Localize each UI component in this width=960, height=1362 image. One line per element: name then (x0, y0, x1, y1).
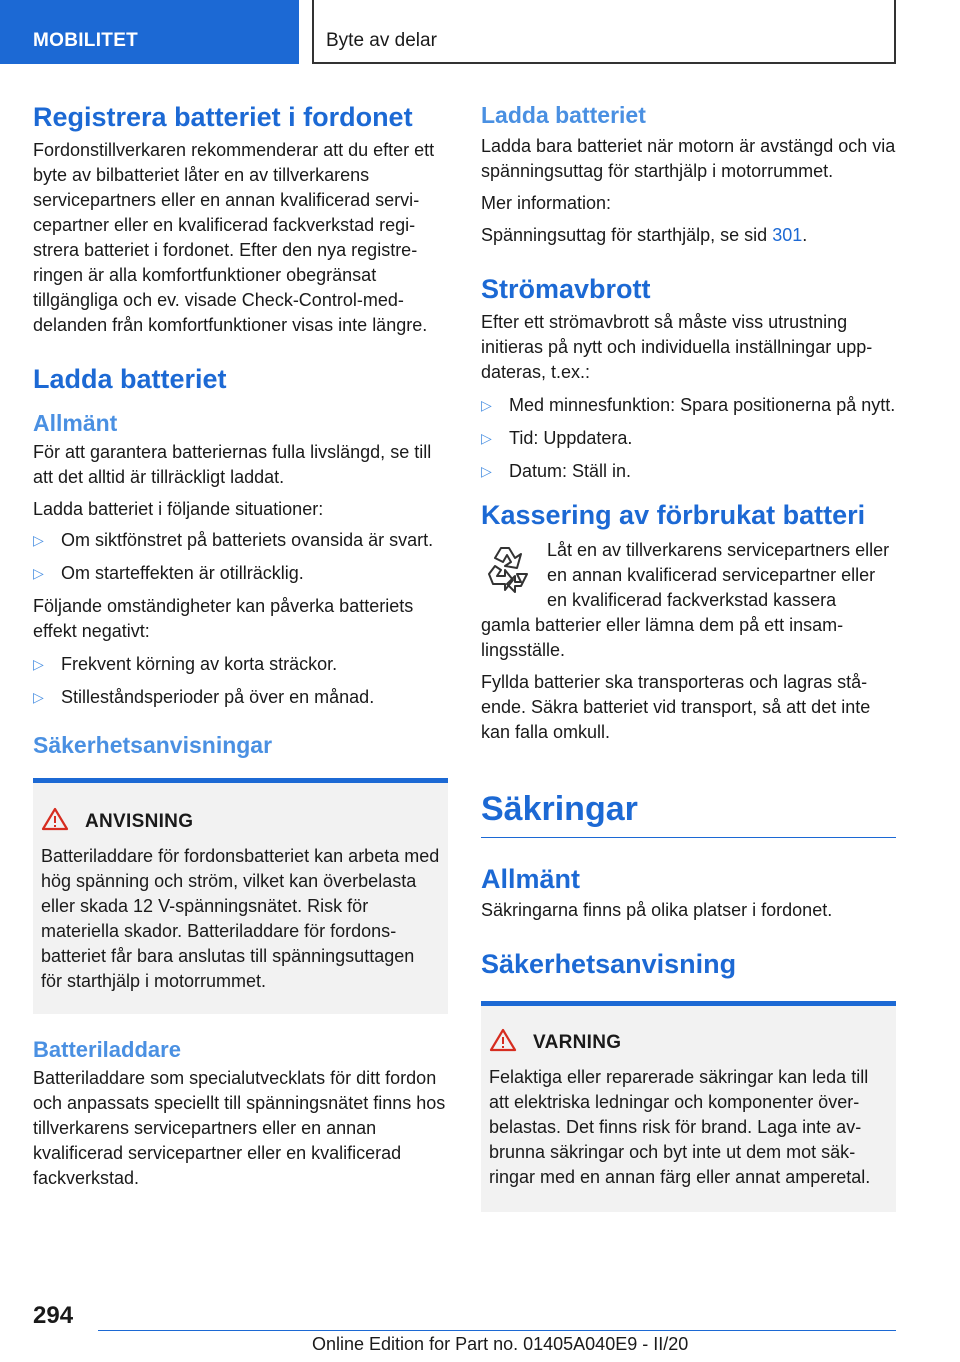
warning-box (481, 1001, 896, 1212)
heading-power-outage: Strömavbrott (481, 274, 651, 304)
paragraph-more-info: Mer information: (481, 193, 612, 213)
paragraph-disposal-2: Fyllda batterier ska transporteras och lagras stående. Säkra batteriet vid transport, så att det inte kan falla omkull. (481, 672, 871, 742)
list-outage (481, 393, 896, 484)
heading-safety-instructions: Säkerhetsanvisningar (33, 732, 273, 758)
chapter-header (312, 0, 896, 64)
paragraph-disposal-a: Låt en av tillverkarens servicepartners eller en annan kvalificerad servicepartner eller en kvalificerad fackverkstad kassera (547, 540, 890, 610)
heading-battery-disposal: Kassering av förbrukat batteri (481, 500, 866, 530)
section-tab (0, 0, 299, 64)
triangle-bullet-icon: ▷ (481, 463, 492, 479)
list-situations (33, 528, 448, 586)
triangle-bullet-icon: ▷ (33, 656, 44, 672)
list-item: ▷ Stilleståndsperioder på över en månad. (33, 685, 448, 710)
paragraph-battery-charger: Batteriladdare som specialutvecklats för ditt fordon och anpassats speciellt till spänningsnätet finns hos tillverkarens servicepartners eller en annan kvalificerad servicepartner eller en kvalificerad fackverkstad. (33, 1068, 446, 1188)
heading-register-battery: Registrera batteriet i fordonet (33, 102, 413, 132)
left-column (33, 100, 448, 1191)
heading-general: Allmänt (33, 410, 118, 436)
fuses-divider (481, 837, 896, 838)
disposal-block (481, 538, 896, 663)
paragraph-power-outage: Efter ett strömavbrott så måste viss utrustning initieras på nytt och individuella inställningar uppdateras, t.ex.: (481, 312, 873, 382)
list-factors (33, 652, 448, 710)
triangle-bullet-icon: ▷ (481, 397, 492, 413)
notice-box (33, 778, 448, 1014)
list-item: ▷ Med minnesfunktion: Spara positionerna på nytt. (481, 393, 896, 418)
heading-charge-battery: Ladda batteriet (33, 364, 227, 394)
triangle-bullet-icon: ▷ (33, 565, 44, 581)
list-item: ▷ Om siktfönstret på batteriets ovansida är svart. (33, 528, 448, 553)
edition-text: Online Edition for Part no. 01405A040E9 - II/20 (312, 1334, 689, 1354)
paragraph-charge-battery: Ladda bara batteriet när motorn är avstängd och via spänningsuttag för starthjälp i motorrummet. (481, 136, 896, 181)
warning-triangle-icon (41, 807, 75, 836)
warning-label: VARNING (533, 1031, 622, 1053)
recycle-icon (481, 540, 535, 600)
notice-label: ANVISNING (85, 810, 194, 832)
triangle-bullet-icon: ▷ (481, 430, 492, 446)
footer-divider (98, 1330, 896, 1331)
list-item: ▷ Tid: Uppdatera. (481, 426, 896, 451)
notice-text: Batteriladdare för fordonsbatteriet kan arbeta med hög spänning och ström, vilket kan överbelasta eller skada 12 V-spänningsnätet. Risk för materiella skador. Batteriladdare för fordonsbatteriet får bara anslutas till spänningsuttagen för starthjälp i motorrummet. (41, 846, 440, 991)
list-item: ▷ Om starteffekten är otillräcklig. (33, 561, 448, 586)
list-item: ▷ Datum: Ställ in. (481, 459, 896, 484)
triangle-bullet-icon: ▷ (33, 689, 44, 705)
page-number: 294 (33, 1302, 74, 1329)
paragraph-register-battery: Fordonstillverkaren rekommenderar att du efter ett byte av bilbatteriet låter en av tillverkarens servicepartners eller en annan kvalificerad servicepartner eller en kvalificerad fackverkstad registrera batteriet i fordonet. Efter den nya registreringen är alla komfortfunktioner obegränsat tillgängliga och ev. visade Check-Control-meddelanden från komfortfunktioner visas inte längre. (33, 140, 435, 335)
heading-fuses: Säkringar (481, 790, 638, 828)
heading-fuses-general: Allmänt (481, 864, 581, 894)
list-item: ▷ Frekvent körning av korta sträckor. (33, 652, 448, 677)
paragraph-general: För att garantera batteriernas fulla livslängd, se till att det alltid är tillräckligt laddat. (33, 442, 432, 487)
chapter-label: Byte av delar (326, 30, 437, 51)
triangle-bullet-icon: ▷ (33, 532, 44, 548)
paragraph-fuses-general: Säkringarna finns på olika platser i fordonet. (481, 900, 833, 920)
paragraph-factors-intro: Följande omständigheter kan påverka batteriets effekt negativt: (33, 596, 414, 641)
heading-charge-battery-right: Ladda batteriet (481, 102, 646, 128)
paragraph-disposal-b: gamla batterier eller lämna dem på ett insamlingsställe. (481, 615, 844, 660)
right-column (481, 100, 896, 1212)
section-label: MOBILITET (33, 30, 139, 51)
warning-text: Felaktiga eller reparerade säkringar kan leda till att elektriska ledningar och komponenter överbelastas. Det finns risk för brand. Laga inte avbrunna säkringar och byt inte ut dem mot säkringar med en annan färg eller annat amperetal. (489, 1067, 871, 1187)
page-reference-link[interactable]: 301 (772, 225, 803, 245)
warning-triangle-icon (489, 1028, 523, 1057)
heading-fuses-safety: Säkerhetsanvisning (481, 949, 737, 979)
heading-battery-charger: Batteriladdare (33, 1037, 181, 1062)
paragraph-situations-intro: Ladda batteriet i följande situationer: (33, 499, 324, 519)
paragraph-reference: Spänningsuttag för starthjälp, se sid 301. (481, 225, 808, 245)
